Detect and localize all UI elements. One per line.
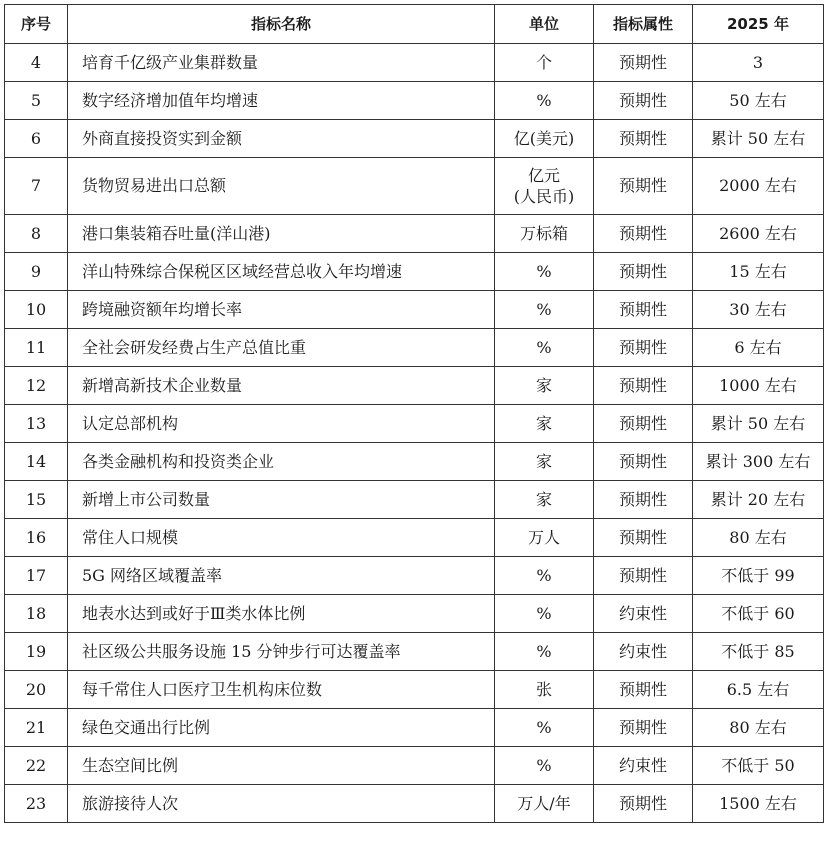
row-name: 外商直接投资实到金额 [68, 120, 495, 158]
table-row [5, 367, 824, 405]
row-unit: % [495, 709, 594, 747]
row-target: 1000 左右 [693, 367, 824, 405]
row-target: 累计 50 左右 [693, 405, 824, 443]
table-row [5, 215, 824, 253]
table-row [5, 443, 824, 481]
table-row [5, 82, 824, 120]
row-attribute: 预期性 [594, 519, 693, 557]
row-name: 货物贸易进出口总额 [68, 158, 495, 215]
row-name: 常住人口规模 [68, 519, 495, 557]
table-row [5, 557, 824, 595]
row-name: 生态空间比例 [68, 747, 495, 785]
row-unit: % [495, 633, 594, 671]
row-name: 新增上市公司数量 [68, 481, 495, 519]
row-unit: % [495, 557, 594, 595]
row-unit: 万人 [495, 519, 594, 557]
row-index: 6 [5, 120, 68, 158]
row-target: 累计 50 左右 [693, 120, 824, 158]
row-index: 18 [5, 595, 68, 633]
row-index: 14 [5, 443, 68, 481]
table-row [5, 120, 824, 158]
row-index: 8 [5, 215, 68, 253]
header-attribute: 指标属性 [594, 5, 693, 44]
row-name: 培育千亿级产业集群数量 [68, 44, 495, 82]
row-target: 6 左右 [693, 329, 824, 367]
table-row [5, 405, 824, 443]
table-row [5, 709, 824, 747]
row-attribute: 预期性 [594, 557, 693, 595]
row-index: 20 [5, 671, 68, 709]
row-target: 3 [693, 44, 824, 82]
row-index: 5 [5, 82, 68, 120]
row-attribute: 预期性 [594, 82, 693, 120]
row-attribute: 预期性 [594, 481, 693, 519]
row-attribute: 预期性 [594, 709, 693, 747]
row-attribute: 约束性 [594, 595, 693, 633]
row-unit: 家 [495, 443, 594, 481]
row-target: 不低于 99 [693, 557, 824, 595]
table-row [5, 44, 824, 82]
row-attribute: 预期性 [594, 291, 693, 329]
table-row [5, 595, 824, 633]
row-unit: 亿(美元) [495, 120, 594, 158]
row-name: 每千常住人口医疗卫生机构床位数 [68, 671, 495, 709]
row-attribute: 预期性 [594, 367, 693, 405]
row-name: 全社会研发经费占生产总值比重 [68, 329, 495, 367]
row-attribute: 约束性 [594, 633, 693, 671]
row-index: 11 [5, 329, 68, 367]
row-index: 22 [5, 747, 68, 785]
row-index: 10 [5, 291, 68, 329]
row-unit: % [495, 253, 594, 291]
row-index: 12 [5, 367, 68, 405]
row-unit: % [495, 595, 594, 633]
row-name: 社区级公共服务设施 15 分钟步行可达覆盖率 [68, 633, 495, 671]
row-unit: 万人/年 [495, 785, 594, 823]
table-row [5, 519, 824, 557]
table-row [5, 291, 824, 329]
row-target: 15 左右 [693, 253, 824, 291]
row-attribute: 预期性 [594, 443, 693, 481]
row-index: 13 [5, 405, 68, 443]
row-target: 不低于 60 [693, 595, 824, 633]
table-row [5, 747, 824, 785]
row-attribute: 预期性 [594, 329, 693, 367]
table-row [5, 671, 824, 709]
row-target: 不低于 50 [693, 747, 824, 785]
row-index: 9 [5, 253, 68, 291]
table-row [5, 253, 824, 291]
row-name: 洋山特殊综合保税区区域经营总收入年均增速 [68, 253, 495, 291]
row-name: 地表水达到或好于Ⅲ类水体比例 [68, 595, 495, 633]
row-unit-line2: (人民币) [513, 187, 575, 206]
table-row [5, 633, 824, 671]
row-target: 6.5 左右 [693, 671, 824, 709]
row-name: 港口集装箱吞吐量(洋山港) [68, 215, 495, 253]
row-target: 累计 20 左右 [693, 481, 824, 519]
row-name: 各类金融机构和投资类企业 [68, 443, 495, 481]
row-target: 1500 左右 [693, 785, 824, 823]
row-index: 21 [5, 709, 68, 747]
row-unit: % [495, 82, 594, 120]
row-unit: 万标箱 [495, 215, 594, 253]
table-header-row [5, 5, 824, 44]
row-unit: % [495, 329, 594, 367]
row-name: 跨境融资额年均增长率 [68, 291, 495, 329]
row-index: 7 [5, 158, 68, 215]
row-target: 累计 300 左右 [693, 443, 824, 481]
table-row [5, 158, 824, 215]
table-row [5, 785, 824, 823]
row-target: 不低于 85 [693, 633, 824, 671]
header-unit: 单位 [495, 5, 594, 44]
row-name: 旅游接待人次 [68, 785, 495, 823]
row-name: 5G 网络区域覆盖率 [68, 557, 495, 595]
header-target-2025: 2025 年 [693, 5, 824, 44]
row-target: 50 左右 [693, 82, 824, 120]
row-name: 绿色交通出行比例 [68, 709, 495, 747]
header-name: 指标名称 [68, 5, 495, 44]
row-unit [495, 158, 594, 215]
row-attribute: 预期性 [594, 120, 693, 158]
row-target: 2600 左右 [693, 215, 824, 253]
header-index: 序号 [5, 5, 68, 44]
row-unit: 个 [495, 44, 594, 82]
row-index: 4 [5, 44, 68, 82]
row-attribute: 预期性 [594, 158, 693, 215]
row-target: 30 左右 [693, 291, 824, 329]
row-attribute: 预期性 [594, 671, 693, 709]
indicator-table-container [4, 4, 824, 823]
row-name: 新增高新技术企业数量 [68, 367, 495, 405]
row-attribute: 预期性 [594, 405, 693, 443]
table-row [5, 481, 824, 519]
row-unit: 家 [495, 367, 594, 405]
row-unit: 张 [495, 671, 594, 709]
row-name: 数字经济增加值年均增速 [68, 82, 495, 120]
indicator-table [4, 4, 824, 823]
row-unit: % [495, 747, 594, 785]
row-index: 15 [5, 481, 68, 519]
row-index: 19 [5, 633, 68, 671]
row-target: 80 左右 [693, 519, 824, 557]
row-index: 23 [5, 785, 68, 823]
row-unit: 家 [495, 481, 594, 519]
row-target: 2000 左右 [693, 158, 824, 215]
row-index: 17 [5, 557, 68, 595]
row-attribute: 预期性 [594, 44, 693, 82]
row-attribute: 预期性 [594, 785, 693, 823]
row-attribute: 预期性 [594, 215, 693, 253]
row-name: 认定总部机构 [68, 405, 495, 443]
row-attribute: 约束性 [594, 747, 693, 785]
table-row [5, 329, 824, 367]
row-unit: 家 [495, 405, 594, 443]
row-index: 16 [5, 519, 68, 557]
row-unit-line1: 亿元 [527, 166, 560, 185]
row-target: 80 左右 [693, 709, 824, 747]
row-unit: % [495, 291, 594, 329]
row-attribute: 预期性 [594, 253, 693, 291]
